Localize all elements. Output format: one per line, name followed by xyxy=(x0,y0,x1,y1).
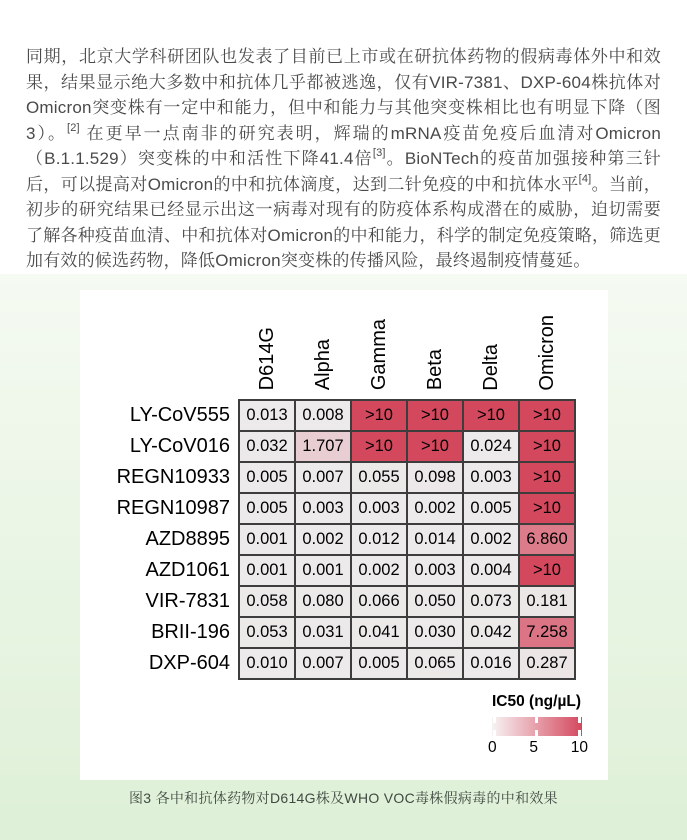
heatmap-header-row xyxy=(84,296,575,400)
heatmap-cell: >10 xyxy=(519,555,575,586)
heatmap-cell: 0.016 xyxy=(463,648,519,679)
heatmap-col-header-label: D614G xyxy=(256,327,278,391)
heatmap-row xyxy=(84,586,575,617)
heatmap-cell: 0.004 xyxy=(463,555,519,586)
heatmap-cell: 0.032 xyxy=(239,431,295,462)
heatmap-cell: 0.005 xyxy=(239,493,295,524)
heatmap-col-header xyxy=(351,296,407,400)
heatmap-col-header-label: Gamma xyxy=(368,319,390,391)
heatmap-cell: 0.098 xyxy=(407,462,463,493)
heatmap-cell: 0.010 xyxy=(239,648,295,679)
heatmap-cell: 0.008 xyxy=(295,400,351,431)
heatmap-cell: 0.001 xyxy=(239,555,295,586)
paragraph-text: 。当前，初步的研究结果已经显示出这一病毒对现有的防疫体系构成潜在的威胁，迫切需要了解各种疫苗血清、中和抗体对Omicron的中和能力，科学的制定免疫策略，筛选更加有效的候选药物，降低Omicron突变株的传播风险，最终遏制疫情蔓延。 xyxy=(26,174,661,270)
heatmap-cell: 7.258 xyxy=(519,617,575,648)
heatmap-row-label: REGN10987 xyxy=(84,493,239,524)
heatmap-cell: 0.012 xyxy=(351,524,407,555)
paragraph-text: 在更早一点南非的研究表明，辉瑞的mRNA疫苗免疫后血清对Omicron（B.1.1.529）突变株的中和活性下降41.4倍 xyxy=(26,123,661,168)
legend-tick-labels xyxy=(488,739,588,757)
heatmap-cell: 0.005 xyxy=(463,493,519,524)
heatmap-cell: 0.001 xyxy=(239,524,295,555)
heatmap-row xyxy=(84,648,575,679)
heatmap-cell: 0.003 xyxy=(295,493,351,524)
legend-title: IC50 (ng/µL) xyxy=(492,692,582,710)
heatmap-cell: 0.058 xyxy=(239,586,295,617)
heatmap-row xyxy=(84,617,575,648)
figure-section xyxy=(0,274,687,840)
heatmap-table xyxy=(84,296,576,680)
legend-tick-mark xyxy=(493,730,496,736)
heatmap-cell: 0.050 xyxy=(407,586,463,617)
citation-ref: [4] xyxy=(578,172,592,185)
heatmap-cell: 0.002 xyxy=(463,524,519,555)
legend-tick-mark xyxy=(578,730,581,736)
heatmap-col-header-label: Alpha xyxy=(312,339,334,391)
citation-ref: [2] xyxy=(66,121,80,134)
heatmap-row-label: REGN10933 xyxy=(84,462,239,493)
legend-colorbar xyxy=(492,717,582,736)
heatmap-col-header-label: Delta xyxy=(480,343,502,391)
heatmap-cell: >10 xyxy=(463,400,519,431)
legend-tick-mark xyxy=(493,717,496,723)
heatmap-cell: 0.042 xyxy=(463,617,519,648)
heatmap-row-label: BRII-196 xyxy=(84,617,239,648)
heatmap-cell: 0.002 xyxy=(295,524,351,555)
heatmap-row-label: VIR-7831 xyxy=(84,586,239,617)
heatmap-cell: 1.707 xyxy=(295,431,351,462)
heatmap-col-header xyxy=(239,296,295,400)
heatmap-legend xyxy=(488,692,588,757)
heatmap-row xyxy=(84,431,575,462)
heatmap-cell: >10 xyxy=(519,400,575,431)
heatmap-cell: 0.066 xyxy=(351,586,407,617)
legend-tick-label: 10 xyxy=(570,738,588,756)
heatmap-row-label: AZD1061 xyxy=(84,555,239,586)
heatmap-cell: 0.005 xyxy=(239,462,295,493)
heatmap-cell: 0.041 xyxy=(351,617,407,648)
legend-tick-mark xyxy=(578,717,581,723)
heatmap-col-header-label: Beta xyxy=(424,349,446,391)
paragraph-text: 。BioNTech的疫苗加强接种第三针后，可以提高对Omicron的中和抗体滴度，达到二针免疫的中和抗体水平 xyxy=(26,149,661,194)
heatmap-cell: 0.007 xyxy=(295,462,351,493)
heatmap-row xyxy=(84,400,575,431)
heatmap-row xyxy=(84,524,575,555)
heatmap-cell: 0.003 xyxy=(407,555,463,586)
heatmap-row-label: AZD8895 xyxy=(84,524,239,555)
heatmap-row-label: LY-CoV555 xyxy=(84,400,239,431)
heatmap-cell: 0.024 xyxy=(463,431,519,462)
heatmap-cell: 0.181 xyxy=(519,586,575,617)
heatmap-cell: >10 xyxy=(351,431,407,462)
heatmap-row-label: DXP-604 xyxy=(84,648,239,679)
legend-tick-label: 0 xyxy=(488,738,497,756)
article-paragraph xyxy=(26,44,661,274)
heatmap-cell: 0.014 xyxy=(407,524,463,555)
heatmap-cell: 0.001 xyxy=(295,555,351,586)
heatmap-col-header xyxy=(519,296,575,400)
heatmap-cell: 0.053 xyxy=(239,617,295,648)
heatmap-cell: >10 xyxy=(351,400,407,431)
paragraph-text: 同期，北京大学科研团队也发表了目前已上市或在研抗体药物的假病毒体外中和效果，结果显示绝大多数中和抗体几乎都被逃逸，仅有VIR-7381、DXP-604株抗体对Omicron突变株有一定中和能力，但中和能力与其他突变株相比也有明显下降（图3）。 xyxy=(26,47,661,143)
heatmap-col-header xyxy=(407,296,463,400)
figure-caption: 图3 各中和抗体药物对D614G株及WHO VOC毒株假病毒的中和效果 xyxy=(129,789,558,806)
article-text-section xyxy=(0,0,687,274)
heatmap-cell: >10 xyxy=(519,431,575,462)
heatmap-row xyxy=(84,493,575,524)
heatmap-cell: 0.007 xyxy=(295,648,351,679)
heatmap-cell: 0.080 xyxy=(295,586,351,617)
heatmap-cell: 0.065 xyxy=(407,648,463,679)
heatmap-row xyxy=(84,462,575,493)
heatmap-col-header-label: Omicron xyxy=(536,314,558,391)
heatmap-cell: 0.013 xyxy=(239,400,295,431)
heatmap-cell: 0.287 xyxy=(519,648,575,679)
heatmap-cell: >10 xyxy=(519,493,575,524)
heatmap-cell: 0.002 xyxy=(407,493,463,524)
heatmap-corner xyxy=(84,296,239,400)
citation-ref: [3] xyxy=(372,147,386,160)
heatmap-cell: 0.073 xyxy=(463,586,519,617)
heatmap-col-header xyxy=(463,296,519,400)
figure-card xyxy=(80,290,608,780)
heatmap-row-label: LY-CoV016 xyxy=(84,431,239,462)
legend-tick-mark xyxy=(535,717,538,723)
heatmap-cell: 0.002 xyxy=(351,555,407,586)
heatmap-row xyxy=(84,555,575,586)
heatmap-cell: >10 xyxy=(407,431,463,462)
heatmap-cell: 0.055 xyxy=(351,462,407,493)
heatmap-cell: 0.031 xyxy=(295,617,351,648)
legend-tick-label: 5 xyxy=(529,738,538,756)
heatmap-cell: 0.005 xyxy=(351,648,407,679)
heatmap-cell: 0.003 xyxy=(463,462,519,493)
heatmap-col-header xyxy=(295,296,351,400)
legend-tick-mark xyxy=(535,730,538,736)
heatmap-cell: >10 xyxy=(407,400,463,431)
heatmap-cell: 0.030 xyxy=(407,617,463,648)
heatmap-cell: 6.860 xyxy=(519,524,575,555)
heatmap-cell: >10 xyxy=(519,462,575,493)
heatmap-cell: 0.003 xyxy=(351,493,407,524)
